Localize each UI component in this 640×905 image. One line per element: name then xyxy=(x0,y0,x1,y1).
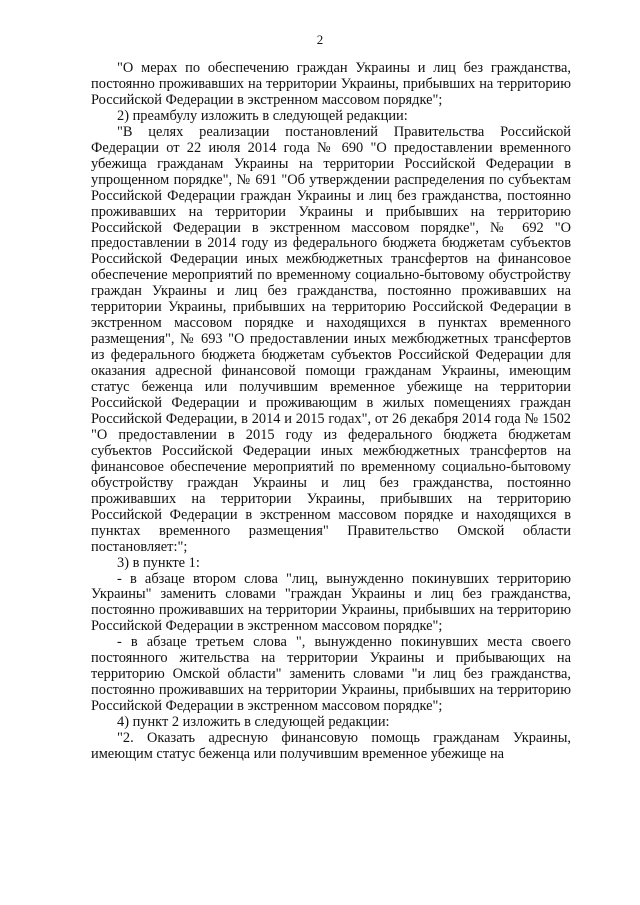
paragraph-subitem-third: - в абзаце третьем слова ", вынужденно покинувших места своего постоянного жительства на территории Украины и прибывающих на территорию Омской области" заменить словами "и лиц без гражданства, постоянно проживавших на территории Украины, прибывших на территорию Российской Федерации в экстренном массовом порядке"; xyxy=(91,634,571,715)
paragraph-preamble: "В целях реализации постановлений Правительства Российской Федерации от 22 июля 2014 года № 690 "О предоставлении временного убежища гражданам Украины на территории Российской Федерации в упрощенном порядке", № 691 "Об утверждении распределения по субъектам Российской Федерации граждан Украины и лиц без гражданства, постоянно проживавших на территории Украины и прибывших на территорию Российской Федерации в экстренном массовом порядке", № 692 "О предоставлении в 2014 году из федерального бюджета бюджетам субъектов Российской Федерации иных межбюджетных трансфертов на финансовое обеспечение мероприятий по временному социально-бытовому обустройству граждан Украины и лиц без гражданства, постоянно проживавших на территории Украины, прибывших на территорию Российской Федерации в экстренном массовом порядке и находящихся в пунктах временного размещения", № 693 "О предоставлении иных межбюджетных трансфертов из федерального бюджета бюджетам субъектов Российской Федерации для оказания адресной финансовой помощи гражданам Украины, имеющим статус беженца или получившим временное убежище на территории Российской Федерации и проживающим в жилых помещениях граждан Российской Федерации, в 2014 и 2015 годах", от 26 декабря 2014 года № 1502 "О предоставлении в 2015 году из федерального бюджета бюджетам субъектов Российской Федерации иных межбюджетных трансфертов на финансовое обеспечение мероприятий по временному социально-бытовому обустройству граждан Украины и лиц без гражданства, постоянно проживавших на территории Украины, прибывших на территорию Российской Федерации в экстренном массовом порядке и находящихся в пунктах временного размещения" Правительство Омской области постановляет:"; xyxy=(91,123,571,555)
page-number: 2 xyxy=(316,32,324,47)
paragraph-item-4: 4) пункт 2 изложить в следующей редакции: xyxy=(117,714,390,731)
paragraph-subitem-second: - в абзаце втором слова "лиц, вынужденно покинувших территорию Украины" заменить словами "граждан Украины и лиц без гражданства, постоянно проживавших на территории Украины, прибывших на территорию Российской Федерации в экстренном массовом порядке"; xyxy=(91,570,571,635)
paragraph-item-3: 3) в пункте 1: xyxy=(117,554,200,571)
document-body xyxy=(91,61,571,763)
paragraph-item-2: 2) преамбулу изложить в следующей редакции: xyxy=(117,107,408,124)
paragraph-point-2: "2. Оказать адресную финансовую помощь гражданам Украины, имеющим статус беженца или получившим временное убежище на xyxy=(91,730,571,762)
paragraph-decree-title: "О мерах по обеспечению граждан Украины и лиц без гражданства, постоянно проживавших на территории Украины, прибывших на территорию Российской Федерации в экстренном массовом порядке"; xyxy=(91,60,571,108)
